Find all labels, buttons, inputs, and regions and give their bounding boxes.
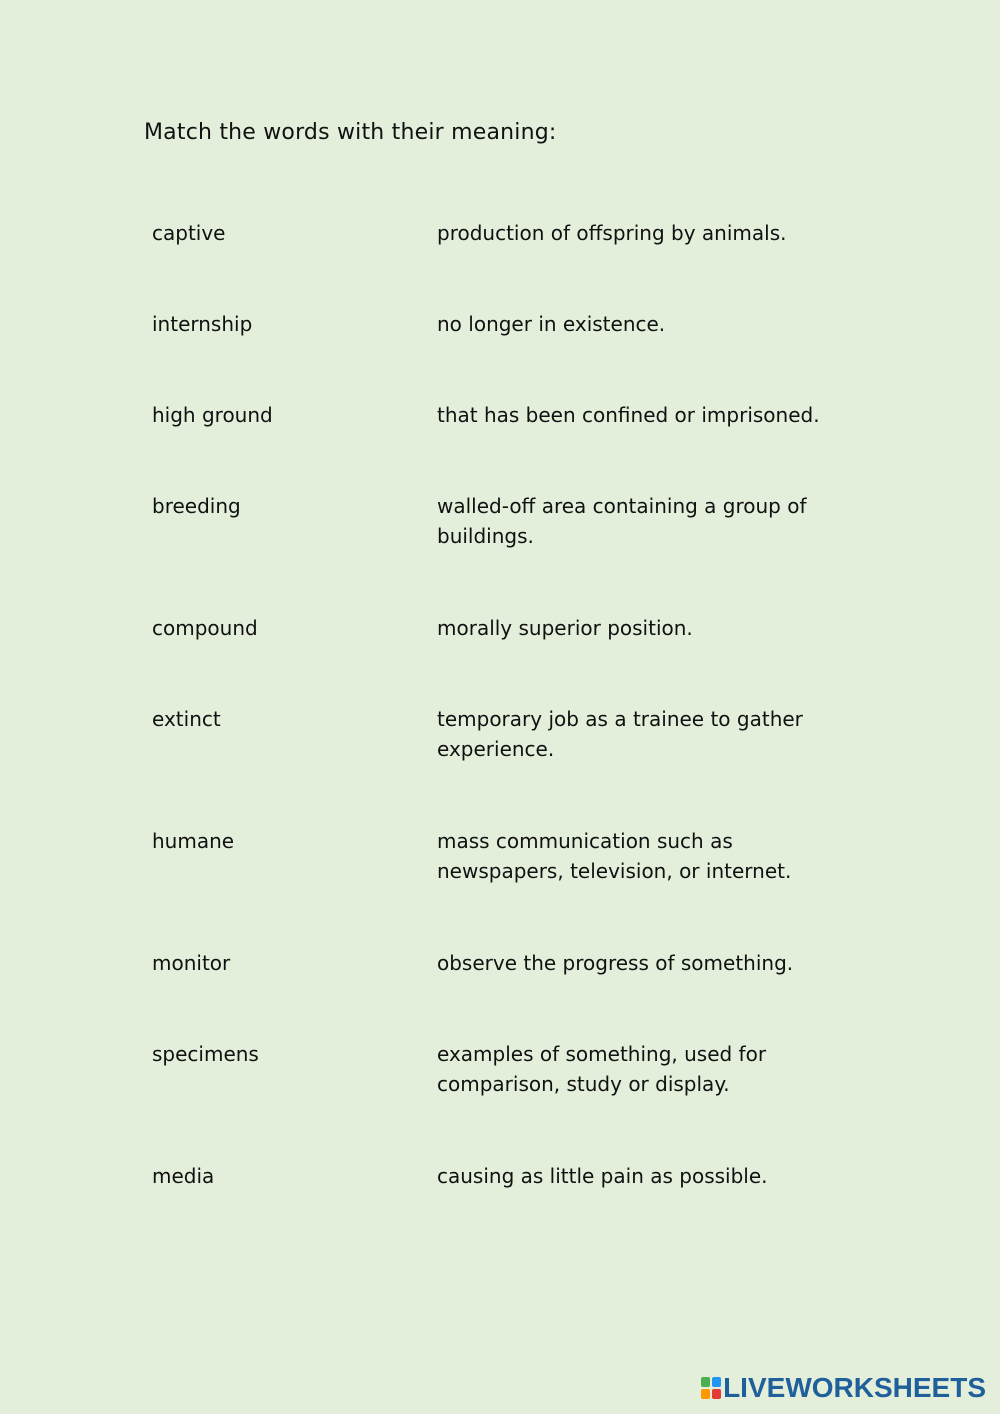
- word-item: specimens: [152, 1042, 259, 1066]
- meaning-item: production of offspring by animals.: [437, 221, 787, 245]
- word-item: extinct: [152, 707, 221, 731]
- word-item: breeding: [152, 494, 241, 518]
- logo-text: LIVEWORKSHEETS: [723, 1372, 986, 1403]
- page-title: Match the words with their meaning:: [144, 120, 557, 145]
- meaning-item: morally superior position.: [437, 616, 693, 640]
- word-item: compound: [152, 616, 258, 640]
- meaning-item: causing as little pain as possible.: [437, 1164, 768, 1188]
- footer-logo[interactable]: [701, 1372, 986, 1404]
- word-item: captive: [152, 221, 226, 245]
- word-item: monitor: [152, 951, 231, 975]
- word-item: humane: [152, 829, 235, 853]
- liveworksheets-logo-icon: [701, 1377, 721, 1399]
- word-item: internship: [152, 312, 253, 336]
- meaning-item: no longer in existence.: [437, 312, 666, 336]
- word-item: media: [152, 1164, 215, 1188]
- meaning-item: that has been confined or imprisoned.: [437, 403, 820, 427]
- meaning-item: examples of something, used for comparison, study or display.: [437, 1042, 767, 1096]
- meaning-item: mass communication such as newspapers, television, or internet.: [437, 829, 792, 883]
- word-item: high ground: [152, 403, 273, 427]
- meaning-item: temporary job as a trainee to gather experience.: [437, 707, 803, 761]
- meaning-item: observe the progress of something.: [437, 951, 794, 975]
- meaning-item: walled-off area containing a group of buildings.: [437, 494, 807, 548]
